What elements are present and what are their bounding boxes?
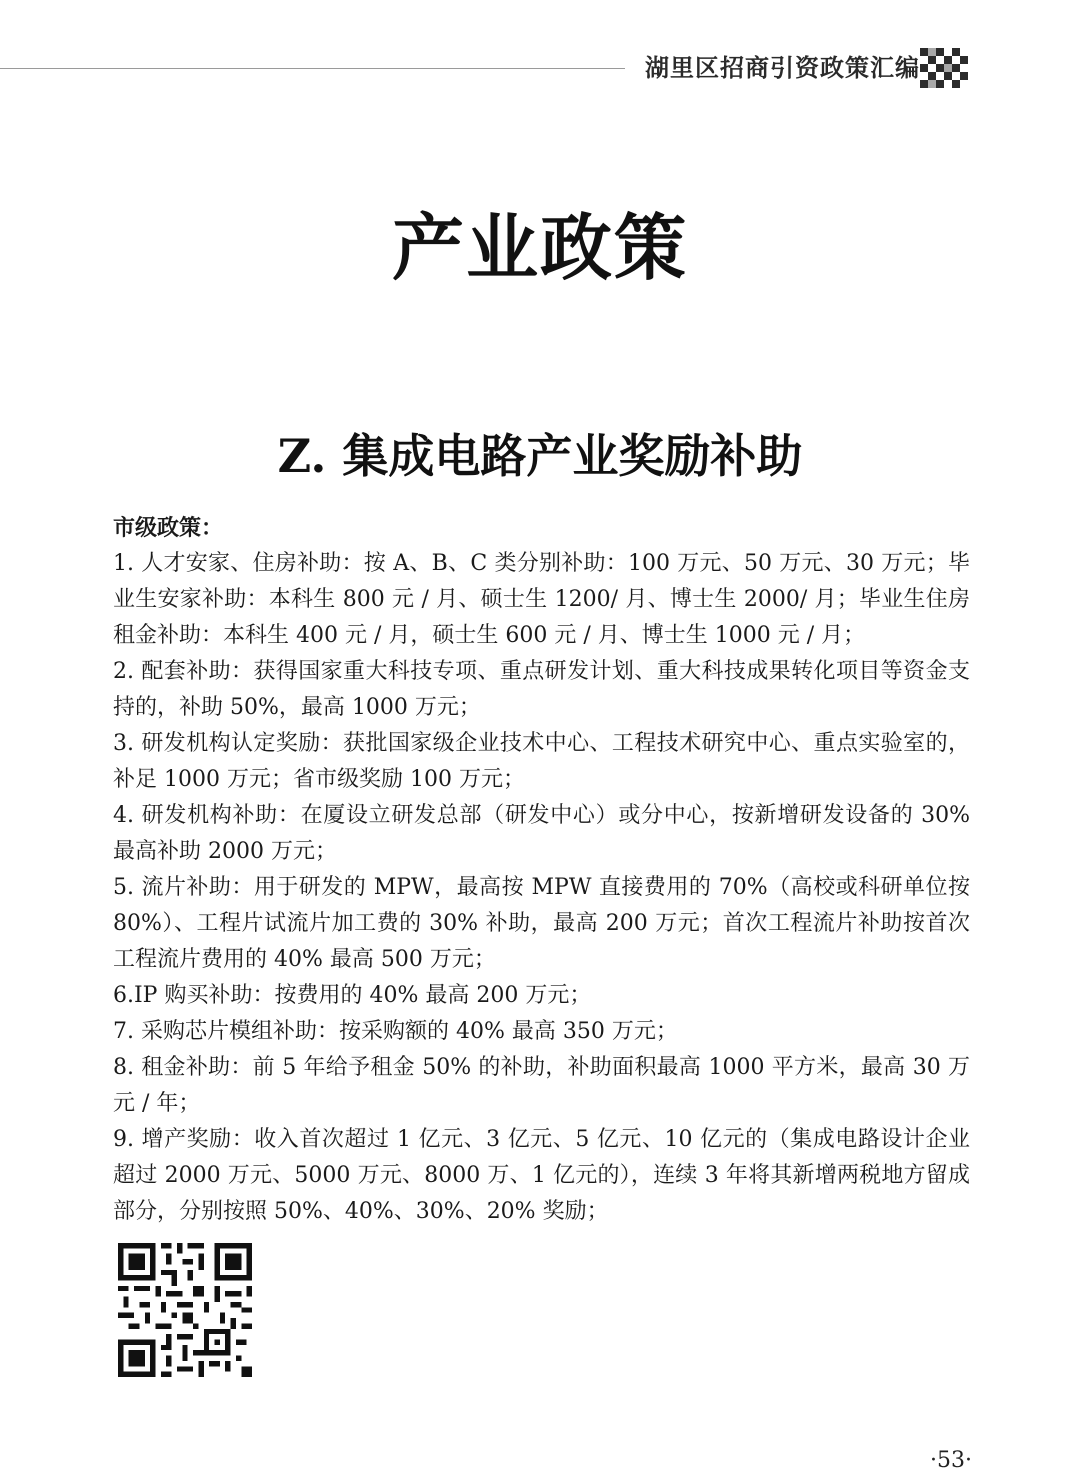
policy-item: 4. 研发机构补助：在厦设立研发总部（研发中心）或分中心，按新增研发设备的 30% 最高补助 2000 万元；: [113, 803, 970, 864]
policy-item: 9. 增产奖励：收入首次超过 1 亿元、3 亿元、5 亿元、10 亿元的（集成电路设计企业超过 2000 万元、5000 万元、8000 万、1 亿元的），连续 3 年将其新增两税地方留成部分，分别按照 50%、40%、30%、20% 奖励；: [113, 1127, 970, 1224]
sub-heading: 市级政策：: [113, 515, 224, 541]
policy-item: 7. 采购芯片模组补助：按采购额的 40% 最高 350 万元；: [113, 1019, 678, 1044]
section-heading: Z. 集成电路产业奖励补助: [277, 429, 803, 483]
header-title: 湖里区招商引资政策汇编: [645, 54, 920, 82]
policy-item: 5. 流片补助：用于研发的 MPW，最高按 MPW 直接费用的 70%（高校或科研单位按 80%）、工程片试流片加工费的 30% 补助，最高 200 万元；首次工程流片补助按首次工程流片费用的 40% 最高 500 万元；: [113, 875, 970, 972]
checker-pattern-icon: [920, 48, 968, 88]
header-rule: [0, 68, 625, 69]
policy-content: [113, 510, 970, 1230]
page-number: ·53·: [930, 1448, 972, 1473]
policy-item: 6.IP 购买补助：按费用的 40% 最高 200 万元；: [113, 983, 592, 1008]
policy-item: 2. 配套补助：获得国家重大科技专项、重点研发计划、重大科技成果转化项目等资金支持的，补助 50%，最高 1000 万元；: [113, 659, 970, 720]
page-heading: 产业政策: [391, 205, 688, 290]
policy-item: 1. 人才安家、住房补助：按 A、B、C 类分别补助：100 万元、50 万元、30 万元；毕业生安家补助：本科生 800 元 / 月、硕士生 1200/ 月、博士生 2000/ 月；毕业生住房租金补助：本科生 400 元 / 月，硕士生 600 元 / 月、博士生 1000 元 / 月；: [113, 551, 970, 648]
policy-item: 8. 租金补助：前 5 年给予租金 50% 的补助，补助面积最高 1000 平方米，最高 30 万元 / 年；: [113, 1055, 970, 1116]
policy-item: 3. 研发机构认定奖励：获批国家级企业技术中心、工程技术研究中心、重点实验室的，补足 1000 万元；省市级奖励 100 万元；: [113, 731, 970, 792]
qr-code: [118, 1243, 252, 1377]
